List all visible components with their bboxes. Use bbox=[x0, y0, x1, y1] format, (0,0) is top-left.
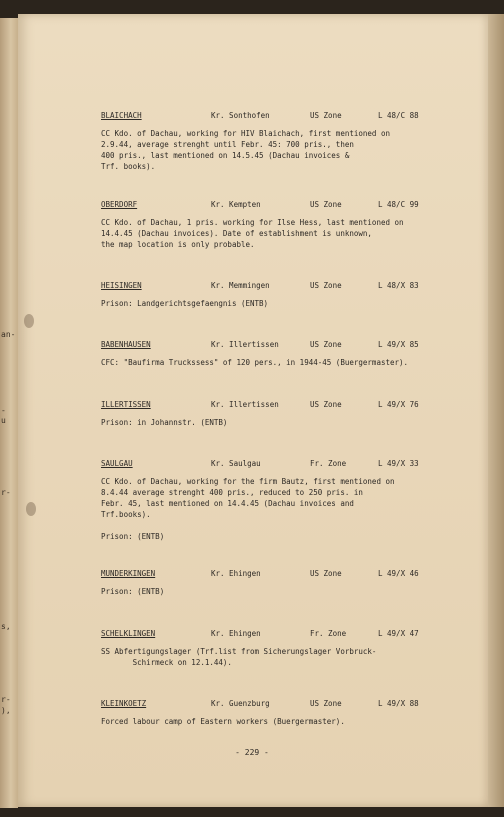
punch-hole bbox=[24, 314, 34, 328]
district: Kr. Ehingen bbox=[211, 569, 261, 578]
district: Kr. Guenzburg bbox=[211, 699, 270, 708]
margin-fragment: an- bbox=[1, 330, 16, 339]
zone: US Zone bbox=[310, 569, 342, 578]
zone: US Zone bbox=[310, 400, 342, 409]
entry-text: CC Kdo. of Dachau, working for the firm Bautz, first mentioned on 8.4.44 average strenght 400 pris., reduced to 250 pris. in Febr. 45, last mentioned on 14.4.45 (Dachau invoices and Trf.books). Prison: (ENTB) bbox=[101, 477, 395, 541]
entry-saulgau bbox=[101, 458, 461, 542]
zone: Fr. Zone bbox=[310, 459, 347, 468]
district: Kr. Kempten bbox=[211, 200, 261, 209]
entry-text: SS Abfertigungslager (Trf.list from Sicherungslager Vorbruck- Schirmeck on 12.1.44). bbox=[101, 647, 377, 667]
entry-text: Prison: Landgerichtsgefaengnis (ENTB) bbox=[101, 299, 269, 308]
entry-text: Prison: (ENTB) bbox=[101, 587, 165, 596]
place-name: OBERDORF bbox=[101, 200, 138, 209]
margin-fragment: - bbox=[1, 406, 6, 415]
entry-heisingen bbox=[101, 280, 461, 309]
map-reference: L 49/X 46 bbox=[378, 569, 419, 578]
entry-blaichach bbox=[101, 110, 461, 172]
district: Kr. Illertissen bbox=[211, 340, 279, 349]
margin-fragment: ), bbox=[1, 706, 11, 715]
zone: US Zone bbox=[310, 340, 342, 349]
map-reference: L 49/X 88 bbox=[378, 699, 419, 708]
map-reference: L 49/X 76 bbox=[378, 400, 419, 409]
district: Kr. Sonthofen bbox=[211, 111, 270, 120]
punch-hole bbox=[26, 502, 36, 516]
district: Kr. Illertissen bbox=[211, 400, 279, 409]
entry-kleinkoetz bbox=[101, 698, 461, 727]
map-reference: L 49/X 47 bbox=[378, 629, 419, 638]
place-name: KLEINKOETZ bbox=[101, 699, 147, 708]
place-name: HEISINGEN bbox=[101, 281, 142, 290]
entry-schelklingen bbox=[101, 628, 461, 668]
zone: US Zone bbox=[310, 111, 342, 120]
district: Kr. Saulgau bbox=[211, 459, 261, 468]
map-reference: L 49/X 33 bbox=[378, 459, 419, 468]
map-reference: L 48/C 88 bbox=[378, 111, 419, 120]
place-name: ILLERTISSEN bbox=[101, 400, 151, 409]
entry-text: Prison: in Johannstr. (ENTB) bbox=[101, 418, 228, 427]
entry-text: CC Kdo. of Dachau, working for HIV Blaichach, first mentioned on 2.9.44, average strenght until Febr. 45: 700 pris., then 400 pris., last mentioned on 14.5.45 (Dachau invoices & Trf. books). bbox=[101, 129, 390, 171]
margin-fragment: u bbox=[1, 416, 6, 425]
place-name: SAULGAU bbox=[101, 459, 133, 468]
entry-text: Forced labour camp of Eastern workers (Buergermaster). bbox=[101, 717, 345, 726]
place-name: BABENHAUSEN bbox=[101, 340, 151, 349]
entry-text: CFC: "Baufirma Truckssess" of 120 pers., in 1944-45 (Buergermaster). bbox=[101, 358, 409, 367]
margin-fragment: r- bbox=[1, 695, 11, 704]
entry-illertissen bbox=[101, 399, 461, 428]
margin-fragment: r- bbox=[1, 488, 11, 497]
zone: Fr. Zone bbox=[310, 629, 347, 638]
zone: US Zone bbox=[310, 281, 342, 290]
place-name: BLAICHACH bbox=[101, 111, 142, 120]
map-reference: L 48/C 99 bbox=[378, 200, 419, 209]
page-number: - 229 - bbox=[235, 748, 269, 757]
entry-munderkingen bbox=[101, 568, 461, 597]
district: Kr. Ehingen bbox=[211, 629, 261, 638]
entry-babenhausen bbox=[101, 339, 461, 368]
page-stack-edge bbox=[488, 14, 504, 807]
district: Kr. Memmingen bbox=[211, 281, 270, 290]
entry-oberdorf bbox=[101, 199, 461, 250]
zone: US Zone bbox=[310, 200, 342, 209]
entry-text: CC Kdo. of Dachau, 1 pris. working for Ilse Hess, last mentioned on 14.4.45 (Dachau invoices). Date of establishment is unknown, the map location is only probable. bbox=[101, 218, 404, 249]
margin-fragment: s, bbox=[1, 622, 11, 631]
place-name: MUNDERKINGEN bbox=[101, 569, 156, 578]
map-reference: L 48/X 83 bbox=[378, 281, 419, 290]
map-reference: L 49/X 85 bbox=[378, 340, 419, 349]
zone: US Zone bbox=[310, 699, 342, 708]
place-name: SCHELKLINGEN bbox=[101, 629, 156, 638]
previous-page-edge bbox=[0, 18, 18, 808]
